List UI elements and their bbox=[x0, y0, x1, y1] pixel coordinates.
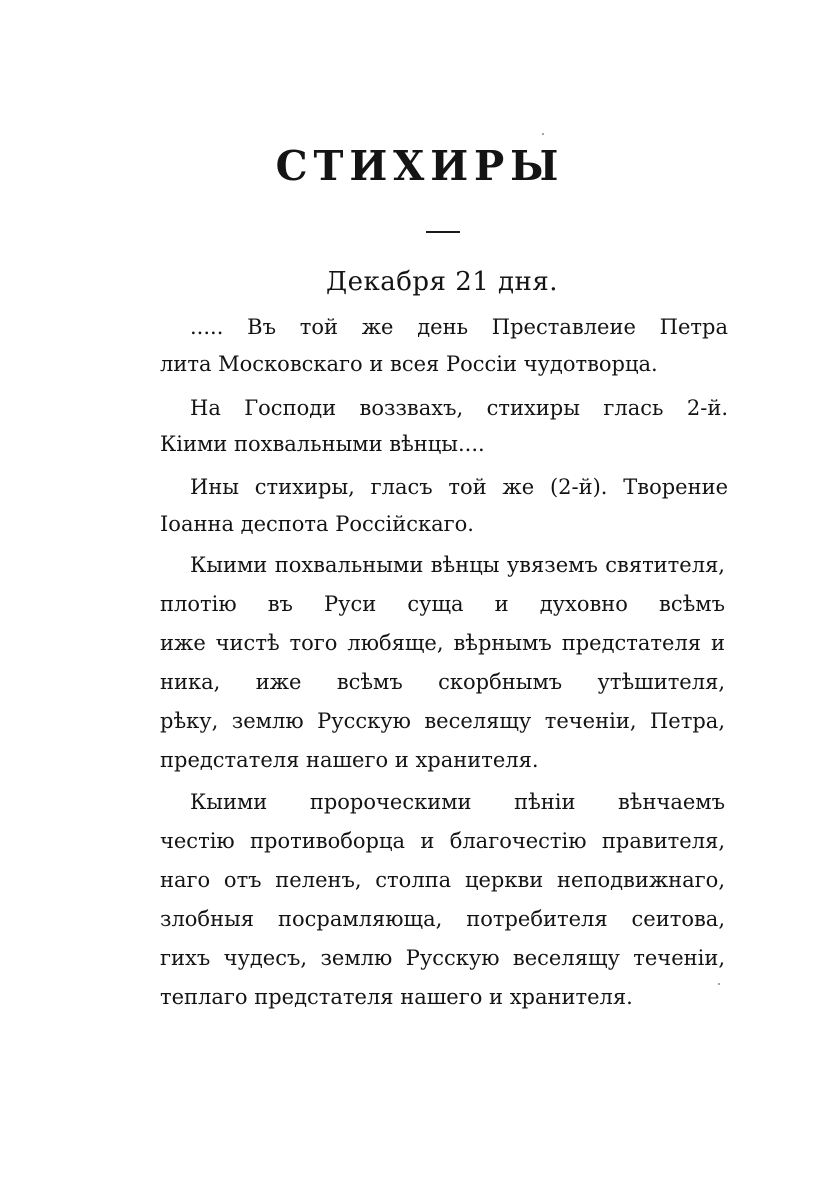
stichera2-line-5: гихъ чудесъ, землю Русскую веселящу теченіи, bbox=[160, 946, 725, 970]
scan-speck bbox=[718, 983, 720, 985]
stichera2-line-2: честію противоборца и благочестію правителя, bbox=[160, 829, 725, 853]
rubric1-line-2: Кіими похвальными вѣнцы.... bbox=[160, 432, 485, 456]
scan-speck bbox=[542, 133, 544, 135]
stichera1-line-6: предстателя нашего и хранителя. bbox=[160, 748, 539, 772]
title-divider bbox=[426, 231, 460, 233]
stichera1-line-1: Кыими похвальными вѣнцы увяземъ святителя, bbox=[190, 553, 725, 577]
stichera1-line-2: плотію въ Руси суща и духовно всѣмъ bbox=[160, 592, 725, 616]
stichera2-line-1: Кыими пророческими пѣніи вѣнчаемъ bbox=[190, 790, 725, 814]
rubric2-line-2: Іоанна деспота Россійскаго. bbox=[160, 512, 474, 536]
rubric2-line-1: Ины стихиры, гласъ той же (2-й). Творение bbox=[190, 475, 728, 499]
stichera1-line-5: рѣку, землю Русскую веселящу теченіи, Петра, bbox=[160, 709, 725, 733]
page-title: СТИХИРЫ bbox=[275, 142, 565, 190]
rubric1-line-1: На Господи воззвахъ, стихиры глась 2-й. bbox=[190, 396, 728, 420]
stichera2-line-6: теплаго предстателя нашего и хранителя. bbox=[160, 985, 633, 1009]
stichera1-line-4: ника, иже всѣмъ скорбнымъ утѣшителя, bbox=[160, 670, 725, 694]
stichera2-line-4: злобныя посрамляюща, потребителя сеитова, bbox=[160, 907, 725, 931]
intro-line-1: ..... Въ той же день Преставлеие Петра bbox=[190, 315, 728, 339]
date-heading: Декабря 21 дня. bbox=[325, 267, 559, 297]
stichera2-line-3: наго отъ пеленъ, столпа церкви неподвижнаго, bbox=[160, 868, 725, 892]
stichera1-line-3: иже чистѣ того любяще, вѣрнымъ предстателя и bbox=[160, 631, 725, 655]
intro-line-2: лита Московскаго и всея Россіи чудотворца. bbox=[160, 352, 658, 376]
